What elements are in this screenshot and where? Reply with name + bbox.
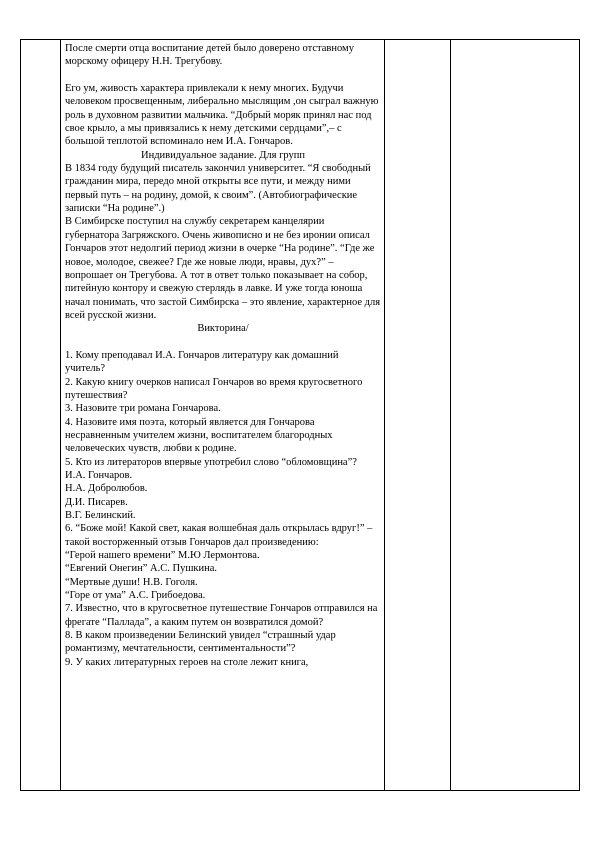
paragraph: В.Г. Белинский. [65,510,136,522]
paragraph: “Евгений Онегин” А.С. Пушкина. [65,563,218,575]
paragraph: 1. Кому преподавал И.А. Гончаров литературу как домашний учитель? [65,349,339,375]
column-d-cell [451,40,580,791]
blank-line [65,69,381,82]
paragraph: 3. Назовите три романа Гончарова. [65,403,221,415]
paragraph: 8. В каком произведении Белинский увидел “страшный удар романтизму, мечтательности, сентиментальности”? [65,630,336,655]
paragraph: “Горе от ума” А.С. Грибоедова. [65,590,206,602]
paragraph: В 1834 году будущий писатель закончил университет. “Я свободный гражданин мира, передо мной открыты все пути, и между ними первый путь – на родину, домой, к своим”. (Автобиографические записки “На родине”.) [65,163,371,215]
paragraph: Его ум, живость характера привлекали к нему многих. Будучи человеком просвещенным, либерально мыслящим ,он сыграл важную роль в духовном развитии мальчика. “Добрый моряк принял нас под свое крыло, а мы привязались к нему детскими сердцами”,– с большой теплотой вспоминало нем И.А. Гончаров. [65,83,379,148]
paragraph: “Герой нашего времени” М.Ю Лермонтова. [65,550,260,562]
paragraph: Н.А. Добролюбов. [65,483,148,495]
column-a-cell [21,40,61,791]
paragraph: 2. Какую книгу очерков написал Гончаров во время кругосветного путешествия? [65,376,363,401]
paragraph: И.А. Гончаров. [65,470,133,481]
lesson-plan-table [20,39,580,791]
paragraph: 9. У каких литературных героев на столе лежит книга, [65,656,309,668]
paragraph: 6. “Боже мой! Какой свет, какая волшебная даль открылась вдруг!” – такой восторженный отзыв Гончаров дал произведению: [65,523,373,548]
paragraph: 7. Известно, что в кругосветное путешествие Гончаров отправился на фрегате “Паллада”, а каким путем он возвратился домой? [65,603,378,628]
paragraph: 4. Назовите имя поэта, который является для Гончарова несравненным учителем жизни, воспитателем благородных человеческих чувств, любви к родине. [65,416,333,455]
paragraph: После смерти отца воспитание детей было доверено отставному морскому офицеру Н.Н. Трегубову. [65,43,354,68]
section-heading: Индивидуальное задание. Для групп [141,149,305,161]
paragraph: Д.И. Писарев. [65,496,128,508]
paragraph: В Симбирске поступил на службу секретарем канцелярии губернатора Загряжского. Очень живописно и не без иронии описал Гончаров этот недолгий период жизни в очерке “На родине”. “Где же новое, молодое, свежее? Где же новые люди, нравы, дух?” – вопрошает он Трегубова. А тот в ответ только показывает на собор, питейную контору и свежую стерлядь в лавке. И уже тогда юноша начал понимать, что застой Симбирска – это явление, характерное для всей русской жизни. [65,216,381,321]
content-cell [61,40,385,791]
content-text [61,40,384,669]
table-row [21,40,580,791]
paragraph: “Мертвые души! Н.В. Гоголя. [65,576,198,588]
section-heading: Викторина/ [197,323,249,335]
blank-line [65,336,381,349]
paragraph: 5. Кто из литераторов впервые употребил слово “обломовщина”? [65,456,357,468]
column-c-cell [385,40,451,791]
